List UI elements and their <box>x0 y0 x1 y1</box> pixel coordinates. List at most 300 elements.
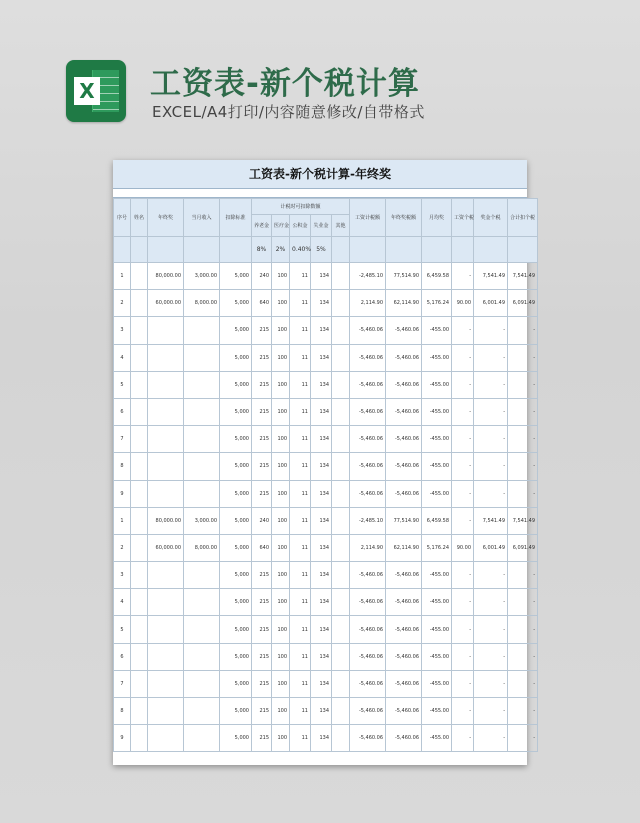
table-cell: -5,460.06 <box>350 562 386 589</box>
table-cell: 9 <box>114 480 131 507</box>
table-cell <box>184 698 220 725</box>
table-cell: 6,001.49 <box>474 534 508 561</box>
table-cell: - <box>508 398 538 425</box>
table-cell: 100 <box>272 670 290 697</box>
table-cell: 3,000.00 <box>184 507 220 534</box>
table-cell: 5,000 <box>220 643 252 670</box>
table-cell: -5,460.06 <box>386 670 422 697</box>
table-cell <box>148 643 184 670</box>
table-cell: - <box>508 670 538 697</box>
table-cell: 11 <box>290 290 311 317</box>
table-row <box>114 698 538 725</box>
table-cell: 2,114.90 <box>350 534 386 561</box>
table-cell: - <box>474 562 508 589</box>
table-cell <box>332 507 350 534</box>
table-cell <box>332 426 350 453</box>
table-cell: 100 <box>272 426 290 453</box>
table-cell <box>148 398 184 425</box>
table-cell <box>184 589 220 616</box>
table-cell: 134 <box>311 290 332 317</box>
table-cell: 4 <box>114 344 131 371</box>
table-cell <box>148 480 184 507</box>
table-row <box>114 263 538 290</box>
col-name: 姓名 <box>131 199 148 237</box>
table-cell: 7,541.49 <box>508 263 538 290</box>
table-row <box>114 317 538 344</box>
table-cell: - <box>452 398 474 425</box>
table-cell: 100 <box>272 344 290 371</box>
table-cell <box>184 344 220 371</box>
salary-table <box>113 198 538 752</box>
table-cell: 134 <box>311 263 332 290</box>
table-cell: 215 <box>252 480 272 507</box>
table-cell <box>332 698 350 725</box>
table-cell: 8,000.00 <box>184 290 220 317</box>
col-seq: 序号 <box>114 199 131 237</box>
table-cell <box>131 670 148 697</box>
table-cell: 5,000 <box>220 698 252 725</box>
table-cell: 134 <box>311 725 332 752</box>
table-cell: - <box>474 317 508 344</box>
table-cell: - <box>474 453 508 480</box>
table-cell: 5,000 <box>220 616 252 643</box>
table-cell: -455.00 <box>422 643 452 670</box>
table-cell: 11 <box>290 562 311 589</box>
col-bonus: 年终奖 <box>148 199 184 237</box>
table-cell: 11 <box>290 453 311 480</box>
table-cell: - <box>474 426 508 453</box>
table-row <box>114 534 538 561</box>
rate-medical: 2% <box>272 237 290 263</box>
table-row <box>114 616 538 643</box>
table-cell: -5,460.06 <box>350 589 386 616</box>
table-cell: 215 <box>252 725 272 752</box>
rate-unemployment: 5% <box>311 237 332 263</box>
table-cell: - <box>474 725 508 752</box>
table-cell <box>131 507 148 534</box>
table-cell <box>332 263 350 290</box>
table-cell: - <box>452 344 474 371</box>
table-cell: 6,001.49 <box>474 290 508 317</box>
table-cell: 6,459.58 <box>422 263 452 290</box>
table-cell <box>332 589 350 616</box>
table-cell: 9 <box>114 725 131 752</box>
page-title: 工资表-新个税计算 <box>150 66 420 102</box>
table-cell <box>148 317 184 344</box>
table-cell: 215 <box>252 670 272 697</box>
table-cell: 5,000 <box>220 398 252 425</box>
table-cell: 8 <box>114 698 131 725</box>
table-cell <box>332 725 350 752</box>
table-cell <box>148 616 184 643</box>
table-cell: 240 <box>252 263 272 290</box>
table-cell <box>148 698 184 725</box>
table-cell: - <box>474 670 508 697</box>
table-cell: -5,460.06 <box>386 317 422 344</box>
table-cell: 100 <box>272 643 290 670</box>
table-cell: -5,460.06 <box>350 698 386 725</box>
table-cell: 2 <box>114 290 131 317</box>
table-cell: 100 <box>272 290 290 317</box>
table-cell: 215 <box>252 453 272 480</box>
table-cell: - <box>452 589 474 616</box>
table-cell <box>131 643 148 670</box>
table-cell: 215 <box>252 616 272 643</box>
table-cell: 215 <box>252 426 272 453</box>
table-cell: 134 <box>311 317 332 344</box>
col-bonus-tax: 奖金个税 <box>474 199 508 237</box>
table-row <box>114 398 538 425</box>
table-cell: - <box>508 317 538 344</box>
table-cell: -455.00 <box>422 589 452 616</box>
table-cell <box>131 398 148 425</box>
table-cell: 100 <box>272 317 290 344</box>
table-cell: -5,460.06 <box>350 480 386 507</box>
table-cell <box>332 398 350 425</box>
table-cell <box>131 263 148 290</box>
table-cell: - <box>508 562 538 589</box>
table-cell: -5,460.06 <box>386 698 422 725</box>
table-cell <box>148 725 184 752</box>
table-cell: -5,460.06 <box>350 371 386 398</box>
table-cell: 134 <box>311 562 332 589</box>
table-cell: 80,000.00 <box>148 507 184 534</box>
table-cell: 11 <box>290 426 311 453</box>
table-cell: - <box>452 643 474 670</box>
table-cell <box>184 398 220 425</box>
table-cell: 134 <box>311 698 332 725</box>
table-cell: 5,000 <box>220 453 252 480</box>
table-cell: - <box>452 263 474 290</box>
table-cell: 11 <box>290 507 311 534</box>
table-cell <box>131 698 148 725</box>
table-cell: 100 <box>272 263 290 290</box>
table-cell: 1 <box>114 263 131 290</box>
table-cell <box>184 426 220 453</box>
table-cell: - <box>474 589 508 616</box>
table-row <box>114 562 538 589</box>
table-cell <box>184 480 220 507</box>
table-cell: 7,541.49 <box>474 263 508 290</box>
table-cell: - <box>474 616 508 643</box>
col-monthly-bonus: 月均奖 <box>422 199 452 237</box>
table-cell: - <box>452 371 474 398</box>
table-cell: 2,114.90 <box>350 290 386 317</box>
title-spacer <box>113 189 527 198</box>
table-row <box>114 426 538 453</box>
table-cell: 240 <box>252 507 272 534</box>
table-cell: - <box>508 698 538 725</box>
table-cell: 134 <box>311 453 332 480</box>
table-cell <box>148 453 184 480</box>
table-cell: 100 <box>272 616 290 643</box>
table-cell <box>148 344 184 371</box>
table-cell: 5,000 <box>220 317 252 344</box>
table-cell: - <box>508 725 538 752</box>
col-housing: 公积金 <box>290 215 311 237</box>
table-cell: 134 <box>311 507 332 534</box>
table-cell <box>148 371 184 398</box>
table-cell: 5,176.24 <box>422 534 452 561</box>
table-cell: - <box>474 398 508 425</box>
table-cell: 5 <box>114 371 131 398</box>
col-wage-taxable: 工资计税额 <box>350 199 386 237</box>
table-cell: -5,460.06 <box>386 453 422 480</box>
table-cell <box>332 616 350 643</box>
table-cell: - <box>474 344 508 371</box>
table-cell: 6,459.58 <box>422 507 452 534</box>
table-cell: 5,000 <box>220 426 252 453</box>
col-group-deductions: 计税时可扣除数额 <box>252 199 350 215</box>
table-cell <box>148 426 184 453</box>
table-cell <box>332 562 350 589</box>
table-cell: 6,091.49 <box>508 534 538 561</box>
table-cell: 134 <box>311 426 332 453</box>
table-row <box>114 670 538 697</box>
table-cell <box>184 670 220 697</box>
table-cell: 11 <box>290 725 311 752</box>
table-cell <box>131 290 148 317</box>
table-row <box>114 589 538 616</box>
table-cell: - <box>508 616 538 643</box>
table-cell: 6,091.49 <box>508 290 538 317</box>
table-cell <box>332 344 350 371</box>
table-cell: 8 <box>114 453 131 480</box>
col-other: 其他 <box>332 215 350 237</box>
table-cell: 134 <box>311 480 332 507</box>
table-cell: 7,541.49 <box>474 507 508 534</box>
table-row <box>114 344 538 371</box>
table-cell: - <box>508 480 538 507</box>
table-row <box>114 480 538 507</box>
table-cell: 1 <box>114 507 131 534</box>
table-cell: 11 <box>290 589 311 616</box>
table-cell: 100 <box>272 562 290 589</box>
table-cell: -5,460.06 <box>350 344 386 371</box>
table-cell: 215 <box>252 344 272 371</box>
col-unemployment: 失业金 <box>311 215 332 237</box>
excel-logo-icon <box>66 60 126 122</box>
table-cell: 11 <box>290 698 311 725</box>
table-cell: -5,460.06 <box>350 453 386 480</box>
table-cell <box>184 643 220 670</box>
col-wage-tax: 工资个税 <box>452 199 474 237</box>
table-cell: -5,460.06 <box>386 371 422 398</box>
table-cell: - <box>452 670 474 697</box>
table-cell: 215 <box>252 398 272 425</box>
table-cell: -455.00 <box>422 480 452 507</box>
table-cell: 77,514.90 <box>386 263 422 290</box>
table-cell: 11 <box>290 480 311 507</box>
table-cell <box>131 453 148 480</box>
table-cell: 5,000 <box>220 480 252 507</box>
table-cell: - <box>452 480 474 507</box>
table-cell: 100 <box>272 698 290 725</box>
table-cell <box>131 616 148 643</box>
table-cell: -5,460.06 <box>350 616 386 643</box>
table-row <box>114 290 538 317</box>
table-cell <box>332 290 350 317</box>
col-standard: 扣除标准 <box>220 199 252 237</box>
table-cell: 215 <box>252 589 272 616</box>
table-cell: -5,460.06 <box>386 589 422 616</box>
table-cell: - <box>452 725 474 752</box>
table-cell: 3 <box>114 317 131 344</box>
table-cell: 62,114.90 <box>386 534 422 561</box>
table-cell: -5,460.06 <box>386 725 422 752</box>
table-cell: 100 <box>272 534 290 561</box>
table-row <box>114 643 538 670</box>
table-cell: - <box>452 426 474 453</box>
table-cell: 7 <box>114 670 131 697</box>
table-cell <box>332 643 350 670</box>
table-cell: -455.00 <box>422 562 452 589</box>
table-cell: 4 <box>114 589 131 616</box>
table-cell: - <box>452 698 474 725</box>
table-cell <box>184 725 220 752</box>
table-cell: 640 <box>252 534 272 561</box>
col-bonus-taxable: 年终奖税额 <box>386 199 422 237</box>
table-cell: 2 <box>114 534 131 561</box>
table-cell: -2,485.10 <box>350 507 386 534</box>
table-cell: -5,460.06 <box>350 725 386 752</box>
table-cell: 134 <box>311 344 332 371</box>
table-cell: 90.00 <box>452 534 474 561</box>
table-cell: 134 <box>311 616 332 643</box>
table-cell: 134 <box>311 670 332 697</box>
table-cell: -455.00 <box>422 698 452 725</box>
table-cell: 60,000.00 <box>148 534 184 561</box>
spreadsheet-preview <box>113 160 536 765</box>
table-cell: 215 <box>252 317 272 344</box>
table-cell: 134 <box>311 589 332 616</box>
table-cell: 3 <box>114 562 131 589</box>
table-cell: 6 <box>114 398 131 425</box>
table-cell: 5,000 <box>220 344 252 371</box>
table-cell: 11 <box>290 670 311 697</box>
table-cell: 5,000 <box>220 589 252 616</box>
table-cell: 5,000 <box>220 507 252 534</box>
table-cell: 5,000 <box>220 371 252 398</box>
table-cell <box>131 480 148 507</box>
table-cell: - <box>474 698 508 725</box>
sheet-title: 工资表-新个税计算-年终奖 <box>113 160 527 189</box>
table-cell <box>148 562 184 589</box>
table-cell: -5,460.06 <box>386 616 422 643</box>
table-cell: 640 <box>252 290 272 317</box>
table-cell: -455.00 <box>422 344 452 371</box>
table-cell <box>332 670 350 697</box>
page-subtitle: EXCEL/A4打印/内容随意修改/自带格式 <box>152 103 425 121</box>
table-row <box>114 371 538 398</box>
table-cell: - <box>508 453 538 480</box>
logo-letter: X <box>74 77 100 105</box>
table-cell: 134 <box>311 534 332 561</box>
rate-pension: 8% <box>252 237 272 263</box>
rate-housing: 0.40% <box>290 237 311 263</box>
table-cell <box>131 589 148 616</box>
table-cell: 215 <box>252 643 272 670</box>
table-cell: -5,460.06 <box>350 643 386 670</box>
table-cell: -5,460.06 <box>350 398 386 425</box>
table-cell: 100 <box>272 453 290 480</box>
table-cell: 134 <box>311 398 332 425</box>
table-cell: 7,541.49 <box>508 507 538 534</box>
table-cell <box>332 453 350 480</box>
table-cell <box>148 670 184 697</box>
table-row <box>114 453 538 480</box>
table-cell <box>131 725 148 752</box>
table-cell: 77,514.90 <box>386 507 422 534</box>
table-cell: 5,000 <box>220 263 252 290</box>
table-cell: 6 <box>114 643 131 670</box>
table-cell: -455.00 <box>422 670 452 697</box>
table-cell <box>148 589 184 616</box>
table-cell: -5,460.06 <box>350 670 386 697</box>
table-cell <box>131 317 148 344</box>
table-cell: -5,460.06 <box>386 643 422 670</box>
table-cell: - <box>474 643 508 670</box>
table-cell: -455.00 <box>422 453 452 480</box>
table-cell <box>184 562 220 589</box>
table-cell: 11 <box>290 534 311 561</box>
table-cell: 80,000.00 <box>148 263 184 290</box>
table-cell: - <box>452 317 474 344</box>
table-cell: 11 <box>290 398 311 425</box>
table-cell: - <box>508 344 538 371</box>
table-cell: -5,460.06 <box>386 480 422 507</box>
table-cell: 5 <box>114 616 131 643</box>
table-cell: 134 <box>311 643 332 670</box>
table-cell: - <box>474 371 508 398</box>
table-cell: -455.00 <box>422 725 452 752</box>
table-cell <box>131 344 148 371</box>
table-cell: - <box>508 643 538 670</box>
table-cell: -5,460.06 <box>386 562 422 589</box>
table-cell: 100 <box>272 480 290 507</box>
table-cell <box>332 317 350 344</box>
table-cell: 8,000.00 <box>184 534 220 561</box>
table-cell: 5,000 <box>220 562 252 589</box>
table-cell: - <box>508 371 538 398</box>
table-body <box>114 263 538 752</box>
table-cell: 11 <box>290 344 311 371</box>
table-cell: -455.00 <box>422 317 452 344</box>
table-cell: -5,460.06 <box>386 344 422 371</box>
table-cell <box>131 562 148 589</box>
table-cell: 100 <box>272 725 290 752</box>
table-cell: - <box>508 426 538 453</box>
table-cell: -455.00 <box>422 398 452 425</box>
table-cell: - <box>452 616 474 643</box>
table-cell: 100 <box>272 398 290 425</box>
col-medical: 医疗金 <box>272 215 290 237</box>
col-total-tax: 合计扣个税 <box>508 199 538 237</box>
table-cell: -5,460.06 <box>386 398 422 425</box>
table-cell: - <box>452 562 474 589</box>
col-income: 当月收入 <box>184 199 220 237</box>
table-cell <box>332 534 350 561</box>
table-cell: 11 <box>290 616 311 643</box>
table-cell: 11 <box>290 643 311 670</box>
table-cell: 100 <box>272 507 290 534</box>
table-cell <box>332 371 350 398</box>
table-cell: -5,460.06 <box>386 426 422 453</box>
table-cell: 11 <box>290 371 311 398</box>
table-cell <box>131 426 148 453</box>
table-cell <box>184 616 220 643</box>
table-cell: 100 <box>272 589 290 616</box>
